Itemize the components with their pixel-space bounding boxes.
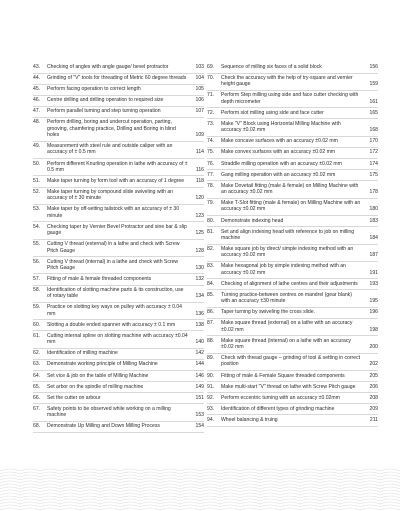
entry-number: 66. xyxy=(33,394,41,401)
entry-title: Identification of slotting machine parts & its construction, use of rotary table xyxy=(47,287,184,300)
entry-page-number: 132 xyxy=(195,275,204,282)
entry-number: 63. xyxy=(33,361,41,368)
entry-number: 83. xyxy=(207,263,215,270)
entry-title: Perform facing operation to correct length xyxy=(47,86,141,93)
entry-title: Checking of alignment of lathe centres and their adjustments xyxy=(221,280,358,287)
entry-page-number: 149 xyxy=(195,383,204,390)
entry-page-number: 165 xyxy=(369,109,378,116)
contents-entry xyxy=(33,333,204,349)
entry-title: Slotting a double ended spanner with accuracy ± 0.1 mm xyxy=(47,321,176,328)
decorative-wave-pattern xyxy=(0,451,400,511)
entry-title: Identification of different types of grinding machine xyxy=(221,405,335,412)
entry-title: Fitting of male & female threaded components xyxy=(47,275,152,282)
entry-title: Check with thread gauge – grinding of tool & setting in correct position xyxy=(221,355,361,368)
entry-number: 50. xyxy=(33,160,41,167)
contents-entry xyxy=(207,183,378,199)
wave-line xyxy=(0,505,400,507)
entry-title: Check the accuracy with the help of try-square and vernier height gauge xyxy=(221,75,353,88)
entry-number: 89. xyxy=(207,355,215,362)
entry-number: 69. xyxy=(207,64,215,70)
contents-entry xyxy=(207,121,378,137)
entry-title: Checking taper by Vernier Bevel Protractor and sine bar & slip gauge xyxy=(47,223,187,237)
entry-number: 81. xyxy=(207,228,215,235)
entry-title: Measurement with steel rule and outside caliper with an accuracy of ± 0.5 mm xyxy=(47,143,173,156)
entry-page-number: 146 xyxy=(195,372,204,379)
entry-number: 60. xyxy=(33,321,41,328)
entry-number: 74. xyxy=(207,138,215,145)
contents-entry xyxy=(33,304,204,320)
entry-page-number: 198 xyxy=(369,326,378,333)
entry-number: 61. xyxy=(33,332,41,339)
entry-title: Sequence of milling six faces of a solid block xyxy=(221,64,322,70)
entry-page-number: 120 xyxy=(195,195,204,202)
entry-title: Perform eccentric turning with an accuracy ±0.02mm xyxy=(221,394,340,401)
entry-number: 45. xyxy=(33,86,41,93)
contents-entry xyxy=(33,178,204,188)
contents-entry xyxy=(207,172,378,182)
entry-title: Cutting internal spline on slotting machine with accuracy ±0.04 mm xyxy=(47,332,188,346)
contents-left-column xyxy=(33,64,204,434)
entry-title: Make hexagonal job by simple indexing method with an accuracy ±0.02 mm xyxy=(221,263,346,276)
entry-number: 70. xyxy=(207,75,215,82)
entry-number: 77. xyxy=(207,171,215,178)
wave-line xyxy=(0,478,400,480)
contents-entry xyxy=(33,64,204,74)
entry-title: Cutting V thread (external) in a lathe and check with Screw Pitch Gauge xyxy=(47,241,180,254)
entry-title: Identification of milling machine xyxy=(47,350,118,357)
entry-title: Perform Step milling using side and face cutter checking with depth micrometer xyxy=(221,92,359,105)
entry-number: 43. xyxy=(33,64,41,70)
contents-entry xyxy=(33,161,204,177)
entry-number: 58. xyxy=(33,287,41,294)
entry-page-number: 191 xyxy=(369,269,378,276)
wave-line xyxy=(0,496,400,498)
entry-title: Make T-Slot fitting (male & female) on Milling Machine with an accuracy ±0.02 mm xyxy=(221,200,361,213)
contents-entry xyxy=(33,350,204,360)
entry-title: Cutting V thread (internal) in a lathe and check with Screw Pitch Gauge xyxy=(47,258,179,271)
contents-entry xyxy=(207,138,378,148)
entry-title: Turning practice-between centres on mandrel (gear blank) with an accuracy ±30 minute xyxy=(221,291,352,305)
entry-number: 47. xyxy=(33,108,41,115)
entry-number: 67. xyxy=(33,405,41,412)
entry-page-number: 138 xyxy=(195,321,204,328)
entry-title: Make multi-start "V" thread on lathe with Screw Pitch gauge xyxy=(221,383,356,390)
contents-entry xyxy=(207,417,378,427)
contents-entry xyxy=(207,320,378,336)
entry-number: 88. xyxy=(207,337,215,344)
entry-number: 54. xyxy=(33,223,41,230)
entry-number: 84. xyxy=(207,280,215,287)
contents-entry xyxy=(33,189,204,205)
entry-title: Safety points to be observed while working on a milling machine xyxy=(47,405,171,419)
entry-number: 72. xyxy=(207,109,215,116)
contents-entry xyxy=(207,200,378,216)
contents-entry xyxy=(207,406,378,416)
entry-page-number: 200 xyxy=(369,344,378,351)
entry-title: Straddle milling operation with an accuracy ±0.02 mm xyxy=(221,160,342,167)
entry-title: Fitting of male & Female Square threaded components xyxy=(221,372,345,379)
entry-page-number: 156 xyxy=(369,64,378,70)
wave-line xyxy=(0,493,400,495)
entry-page-number: 153 xyxy=(195,412,204,419)
contents-entry xyxy=(207,263,378,279)
contents-entry xyxy=(33,384,204,394)
contents-entry xyxy=(207,229,378,245)
contents-entry xyxy=(33,108,204,118)
entry-title: Make convex surfaces with an accuracy ±0.02 mm xyxy=(221,149,336,156)
entry-title: Checking of angles with angle gauge/ bevel protractor xyxy=(47,64,169,70)
wave-line xyxy=(0,490,400,492)
contents-entry xyxy=(33,75,204,85)
contents-entry xyxy=(207,355,378,371)
contents-entry xyxy=(207,338,378,354)
contents-entry xyxy=(33,259,204,275)
contents-entry xyxy=(207,75,378,91)
entry-number: 78. xyxy=(207,182,215,189)
entry-number: 71. xyxy=(207,92,215,99)
contents-entry xyxy=(33,119,204,141)
entry-page-number: 123 xyxy=(195,212,204,219)
entry-number: 65. xyxy=(33,383,41,390)
entry-title: Make taper by off-setting tailstock with an accuracy of ± 30 minute xyxy=(47,206,180,219)
entry-number: 79. xyxy=(207,200,215,207)
contents-entry xyxy=(207,161,378,171)
entry-title: Perform drilling, boring and undercut operation, parting, grooving, chamfering practice, Drilling and Boring in blind holes xyxy=(47,119,176,139)
contents-entry xyxy=(207,395,378,405)
contents-entry xyxy=(207,110,378,120)
entry-page-number: 193 xyxy=(369,280,378,287)
entry-page-number: 205 xyxy=(369,372,378,379)
entry-page-number: 175 xyxy=(369,171,378,178)
entry-title: Make "V" Block using Horizontal Milling Machine with accuracy ±0.02 mm xyxy=(221,120,341,134)
contents-entry xyxy=(33,373,204,383)
entry-number: 73. xyxy=(207,120,215,127)
entry-number: 75. xyxy=(207,149,215,156)
wave-line xyxy=(0,499,400,501)
entry-page-number: 154 xyxy=(195,423,204,430)
entry-title: Wheel balancing & truing xyxy=(221,416,278,423)
entry-number: 93. xyxy=(207,405,215,412)
entry-number: 87. xyxy=(207,320,215,327)
entry-page-number: 106 xyxy=(195,97,204,104)
entry-page-number: 109 xyxy=(195,132,204,139)
contents-entry xyxy=(33,224,204,240)
entry-page-number: 195 xyxy=(369,298,378,305)
entry-number: 86. xyxy=(207,309,215,316)
entry-title: Demonstrate Up Milling and Down Milling Process xyxy=(47,423,160,430)
entry-title: Practice on slotting key ways on pulley with accuracy ± 0.04 mm xyxy=(47,304,183,317)
wave-line xyxy=(0,487,400,489)
entry-page-number: 144 xyxy=(195,361,204,368)
contents-right-column xyxy=(207,64,378,428)
entry-number: 94. xyxy=(207,416,215,423)
entry-title: Make square job by direct/ simple indexing method with an accuracy ±0.02 mm xyxy=(221,246,354,259)
contents-entry xyxy=(33,395,204,405)
entry-title: Set the cutter on arbour xyxy=(47,394,101,401)
entry-number: 46. xyxy=(33,97,41,104)
entry-page-number: 142 xyxy=(195,350,204,357)
entry-page-number: 116 xyxy=(195,166,204,173)
entry-page-number: 130 xyxy=(195,264,204,271)
entry-number: 92. xyxy=(207,394,215,401)
entry-number: 76. xyxy=(207,160,215,167)
contents-entry xyxy=(207,384,378,394)
entry-number: 90. xyxy=(207,372,215,379)
entry-page-number: 104 xyxy=(195,75,204,82)
entry-title: Make square thread (external) on a lathe with an accuracy ±0.02 mm xyxy=(221,320,353,333)
entry-number: 91. xyxy=(207,383,215,390)
entry-title: Demonstrate indexing head xyxy=(221,217,284,224)
contents-entry xyxy=(33,97,204,107)
entry-page-number: 128 xyxy=(195,247,204,254)
entry-page-number: 206 xyxy=(369,383,378,390)
entry-number: 59. xyxy=(33,304,41,311)
entry-number: 49. xyxy=(33,143,41,150)
entry-number: 48. xyxy=(33,119,41,126)
entry-number: 80. xyxy=(207,217,215,224)
entry-number: 62. xyxy=(33,350,41,357)
entry-page-number: 187 xyxy=(369,252,378,259)
entry-page-number: 159 xyxy=(369,81,378,88)
entry-title: Centre drilling and drilling operation to required size xyxy=(47,97,164,104)
entry-page-number: 211 xyxy=(369,416,378,423)
contents-entry xyxy=(207,373,378,383)
entry-number: 55. xyxy=(33,241,41,248)
contents-entry xyxy=(33,86,204,96)
contents-entry xyxy=(207,149,378,159)
entry-title: Set arbor on the spindle of milling machine xyxy=(47,383,144,390)
entry-page-number: 172 xyxy=(369,149,378,156)
entry-page-number: 103 xyxy=(195,64,204,70)
entry-page-number: 168 xyxy=(369,127,378,134)
entry-title: Make concave surfaces with an accuracy ±0.02 mm xyxy=(221,138,338,145)
entry-page-number: 134 xyxy=(195,293,204,300)
entry-page-number: 208 xyxy=(369,394,378,401)
entry-page-number: 140 xyxy=(195,339,204,346)
contents-entry xyxy=(33,287,204,303)
entry-page-number: 183 xyxy=(369,217,378,224)
wave-line xyxy=(0,481,400,483)
entry-title: Make square thread (internal) on a lathe with an accuracy ±0.02 mm xyxy=(221,337,351,351)
entry-title: Gang milling operation with an accuracy ±0.02 mm xyxy=(221,171,336,178)
entry-title: Perform different Knurling operation in lathe with accuracy of ± 0.5 mm xyxy=(47,160,188,173)
entry-title: Taper turning by swiveling the cross slide. xyxy=(221,309,315,316)
entry-page-number: 136 xyxy=(195,310,204,317)
contents-entry xyxy=(207,218,378,228)
entry-page-number: 180 xyxy=(369,206,378,213)
contents-entry xyxy=(33,206,204,222)
contents-entry xyxy=(207,92,378,108)
entry-number: 57. xyxy=(33,275,41,282)
entry-number: 64. xyxy=(33,372,41,379)
contents-entry xyxy=(33,276,204,286)
entry-page-number: 178 xyxy=(369,189,378,196)
contents-entry xyxy=(33,361,204,371)
entry-page-number: 105 xyxy=(195,86,204,93)
contents-entry xyxy=(207,64,378,74)
contents-entry xyxy=(33,322,204,332)
contents-entry xyxy=(33,406,204,422)
entry-page-number: 202 xyxy=(369,361,378,368)
entry-number: 56. xyxy=(33,258,41,265)
entry-page-number: 118 xyxy=(195,177,204,184)
contents-entry xyxy=(207,292,378,308)
entry-title: Set vice & job on the table of Milling Machine xyxy=(47,372,149,379)
wave-line xyxy=(0,472,400,474)
entry-title: Make taper turning by compound slide swiveling with an accuracy of ± 30 minute xyxy=(47,189,173,202)
wave-line xyxy=(0,508,400,510)
entry-number: 68. xyxy=(33,423,41,430)
contents-entry xyxy=(207,309,378,319)
entry-title: Perform slot milling using side and face cutter xyxy=(221,109,324,116)
wave-line xyxy=(0,469,400,471)
entry-page-number: 125 xyxy=(195,230,204,237)
entry-page-number: 151 xyxy=(195,394,204,401)
entry-page-number: 107 xyxy=(195,108,204,115)
contents-entry xyxy=(207,281,378,291)
entry-page-number: 174 xyxy=(369,160,378,167)
entry-page-number: 209 xyxy=(369,405,378,412)
entry-number: 52. xyxy=(33,189,41,196)
entry-title: Make Dovetail fitting (male & female) on Milling Machine with an accuracy ±0.02 mm xyxy=(221,182,359,196)
entry-number: 51. xyxy=(33,177,41,184)
contents-entry xyxy=(33,423,204,433)
entry-number: 44. xyxy=(33,75,41,82)
entry-number: 53. xyxy=(33,206,41,213)
entry-title: Perform parallel turning and step turning operation xyxy=(47,108,161,115)
entry-page-number: 170 xyxy=(369,138,378,145)
entry-title: Make taper turning by form tool with an accuracy of 1 degree xyxy=(47,177,185,184)
wave-line xyxy=(0,484,400,486)
entry-page-number: 184 xyxy=(369,234,378,241)
contents-entry xyxy=(207,246,378,262)
wave-line xyxy=(0,475,400,477)
entry-title: Grinding of "V" tools for threading of Metric 60 degree threads xyxy=(47,75,187,82)
entry-page-number: 161 xyxy=(369,98,378,105)
entry-title: Set and align indexing head with reference to job on milling machine xyxy=(221,228,355,241)
entry-number: 85. xyxy=(207,291,215,298)
contents-entry xyxy=(33,143,204,159)
entry-number: 82. xyxy=(207,246,215,252)
entry-page-number: 114 xyxy=(195,149,204,156)
entry-title: Demonstrate working principle of Milling Machine xyxy=(47,361,158,368)
wave-line xyxy=(0,502,400,504)
entry-page-number: 196 xyxy=(369,309,378,316)
contents-entry xyxy=(33,241,204,257)
